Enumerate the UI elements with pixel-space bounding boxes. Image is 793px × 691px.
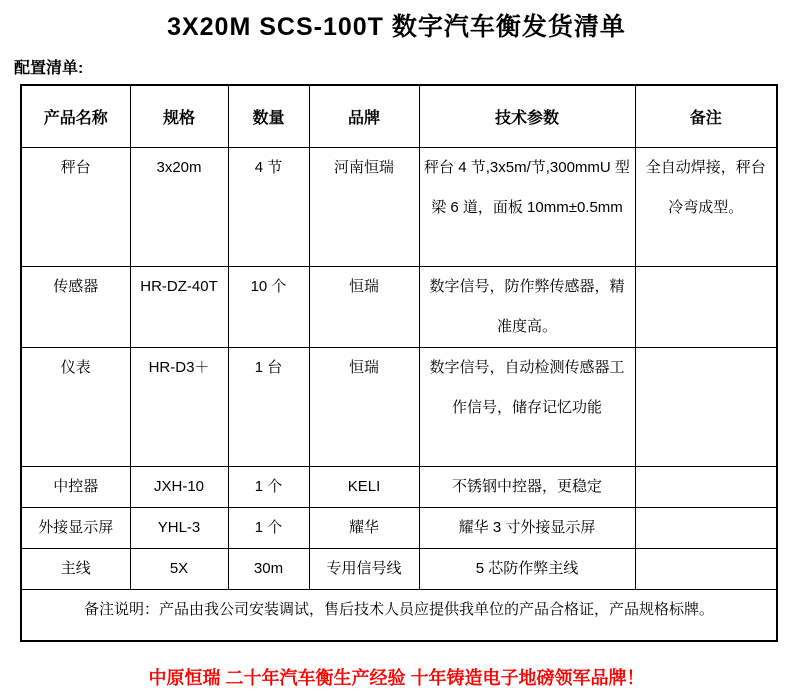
column-header-spec: 规格 — [130, 85, 228, 148]
cell-quantity: 30m — [228, 549, 309, 590]
cell-brand: 河南恒瑞 — [309, 148, 419, 267]
column-header-note: 备注 — [635, 85, 777, 148]
table-header-row — [21, 85, 777, 148]
cell-brand: 恒瑞 — [309, 267, 419, 348]
cell-spec: HR-D3＋ — [130, 348, 228, 467]
cell-spec: YHL-3 — [130, 508, 228, 549]
cell-note — [635, 348, 777, 467]
cell-brand: 专用信号线 — [309, 549, 419, 590]
column-header-tech-params: 技术参数 — [419, 85, 635, 148]
cell-tech-params: 秤台 4 节,3x5m/节,300mmU 型梁 6 道，面板 10mm±0.5mm — [419, 148, 635, 267]
table-row-remark — [21, 590, 777, 641]
cell-brand: 耀华 — [309, 508, 419, 549]
column-header-brand: 品牌 — [309, 85, 419, 148]
table-row-junction-box — [21, 467, 777, 508]
brand-slogan: 中原恒瑞 二十年汽车衡生产经验 十年铸造电子地磅领军品牌！ — [148, 667, 645, 688]
table-row-sensor — [21, 267, 777, 348]
remark-note-text: 备注说明：产品由我公司安装调试，售后技术人员应提供我单位的产品合格证，产品规格标牌。 — [21, 590, 777, 641]
cell-tech-params: 数字信号，防作弊传感器，精准度高。 — [419, 267, 635, 348]
cell-product-name: 中控器 — [21, 467, 130, 508]
cell-brand: KELI — [309, 467, 419, 508]
cell-note — [635, 267, 777, 348]
cell-tech-params: 数字信号，自动检测传感器工作信号，储存记忆功能 — [419, 348, 635, 467]
table-row-external-display — [21, 508, 777, 549]
cell-note — [635, 467, 777, 508]
cell-quantity: 10 个 — [228, 267, 309, 348]
table-row-indicator — [21, 348, 777, 467]
cell-tech-params: 不锈钢中控器，更稳定 — [419, 467, 635, 508]
cell-brand: 恒瑞 — [309, 348, 419, 467]
cell-product-name: 秤台 — [21, 148, 130, 267]
document-page — [0, 12, 793, 691]
section-label-config-list: 配置清单: — [14, 60, 84, 77]
cell-spec: HR-DZ-40T — [130, 267, 228, 348]
cell-quantity: 4 节 — [228, 148, 309, 267]
column-header-quantity: 数量 — [228, 85, 309, 148]
cell-note — [635, 549, 777, 590]
cell-tech-params: 5 芯防作弊主线 — [419, 549, 635, 590]
table-row-main-cable — [21, 549, 777, 590]
cell-quantity: 1 个 — [228, 467, 309, 508]
cell-spec: JXH-10 — [130, 467, 228, 508]
shipping-list-table — [20, 84, 778, 642]
cell-product-name: 仪表 — [21, 348, 130, 467]
cell-note: 全自动焊接，秤台冷弯成型。 — [635, 148, 777, 267]
cell-spec: 5X — [130, 549, 228, 590]
cell-tech-params: 耀华 3 寸外接显示屏 — [419, 508, 635, 549]
column-header-product-name: 产品名称 — [21, 85, 130, 148]
cell-product-name: 主线 — [21, 549, 130, 590]
cell-product-name: 传感器 — [21, 267, 130, 348]
cell-spec: 3x20m — [130, 148, 228, 267]
cell-quantity: 1 个 — [228, 508, 309, 549]
table-row-scale-platform — [21, 148, 777, 267]
cell-quantity: 1 台 — [228, 348, 309, 467]
document-title: 3X20M SCS-100T 数字汽车衡发货清单 — [167, 13, 626, 41]
cell-product-name: 外接显示屏 — [21, 508, 130, 549]
cell-note — [635, 508, 777, 549]
